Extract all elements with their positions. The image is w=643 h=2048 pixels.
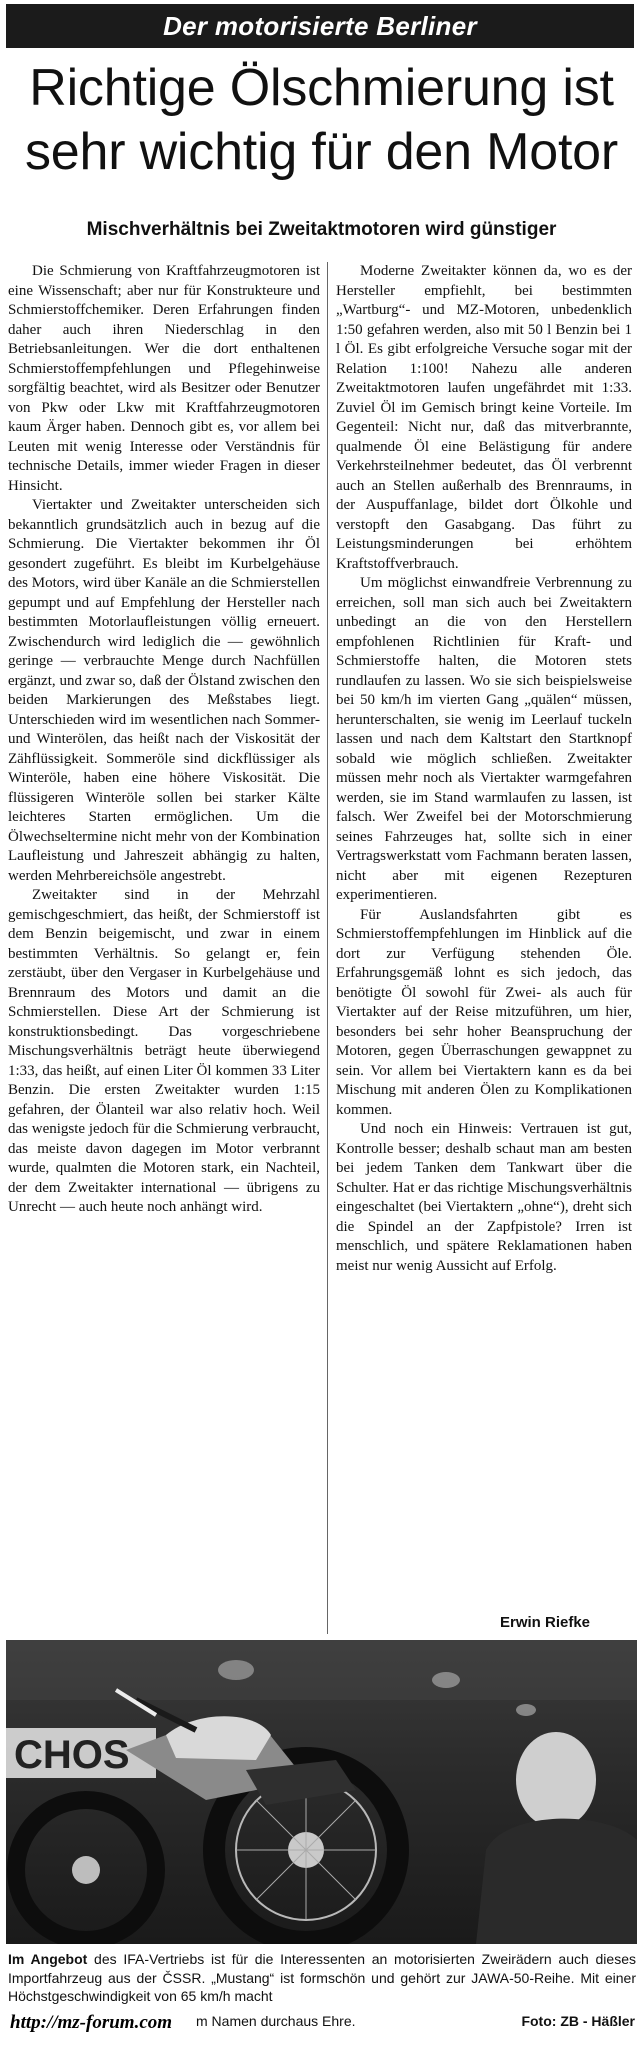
headline bbox=[4, 56, 639, 184]
paragraph: Für Auslandsfahrten gibt es Schmierstoffempfehlungen im Hinblick auf die dort zur Verfügung stehenden Öle. Erfahrungsgemäß lohnt es sich jedoch, das benötigte Öl sowohl für Zwei- als auch für Viertakter auf der Reise mitzuführen, um hier, besonders bei sehr hoher Beanspruchung der Motoren, gegen Überraschungen gewappnet zu sein. Vor allem bei Viertaktern kann es da bei Mischung mit anderen Ölen zu Komplikationen kommen. bbox=[336, 906, 632, 1118]
sign-text: CHOS bbox=[14, 1733, 130, 1777]
caption-text: des IFA-Vertriebs ist für die Interessenten an motorisierten Zweirädern auch dieses Importfahrzeug aus der ČSSR. „Mustang“ ist formschön und gehört zur JAWA-50-Reihe. Mit einer Höchstgeschwindigkeit von 65 km/h macht bbox=[8, 1951, 636, 2004]
article-column-right bbox=[336, 262, 632, 1276]
photo-credit: Foto: ZB - Häßler bbox=[521, 2013, 635, 2029]
caption-lead: Im Angebot bbox=[8, 1951, 88, 1967]
watermark-url: http://mz-forum.com bbox=[6, 2012, 176, 2034]
section-kicker bbox=[6, 4, 634, 48]
kicker-text: Der motorisierte Berliner bbox=[163, 10, 477, 41]
paragraph: Viertakter und Zweitakter unterscheiden sich bekanntlich grundsätzlich auch in bezug auf die Schmierung. Die Viertakter bekommen ihr Öl gesondert zugeführt. Es bleibt im Kurbelgehäuse des Motors, wird über Kanäle an die Schmierstellen gepumpt und auf Empfehlung der Hersteller nach bestimmten Motorlaufleistungen völlig erneuert. Zwischendurch wird lediglich die — gewöhnlich geringe — verbrauchte Menge durch Nachfüllen ergänzt, und zwar so, daß der Ölstand zwischen den beiden Markierungen des Meßstabes liegt. Unterschieden wird im wesentlichen nach Sommer- und Winterölen, das heißt nach der Viskosität der Zähflüssigkeit. Sommeröle sind dickflüssiger als Winteröle, haben eine höhere Viskosität. Die flüssigeren Winteröle sollen bei starker Kälte leichteres Starten ermöglichen. Um die Ölwechseltermine nicht mehr von der Kombination Laufleistung und Jahreszeit abhängig zu halten, werden Mehrbereichsöle angestrebt. bbox=[8, 497, 320, 884]
paragraph: Moderne Zweitakter können da, wo es der Hersteller empfiehlt, bei bestimmten „Wartburg“- und MZ-Motoren, unbedenklich 1:50 gefahren werden, also mit 50 l Benzin bei 1 l Öl. Es gibt erfolgreiche Versuche sogar mit der Relation 1:100! Nahezu alle anderen Zweitaktmotoren laufen ungefährdet mit 1:33. Zuviel Öl im Gemisch bringt keine Vorteile. Im Gegenteil: Nicht nur, daß das mitverbrannte, qualmende Öl eine Belästigung für andere Verkehrsteilnehmer bedeutet, das Öl verbrennt auch an Stellen außerhalb des Brennraums, in der Auspuffanlage, bildet dort Ölkohle und verstopft den Gasabgang. Das führt zu Leistungsminderungen bei erhöhtem Kraftstoffverbrauch. bbox=[336, 263, 632, 572]
paragraph: Die Schmierung von Kraftfahrzeugmotoren ist eine Wissenschaft; aber nur für Konstrukteure und Schmierstoffchemiker. Deren Erfahrungen finden daher auch ihren Niederschlag in den Betriebsanleitungen. Wer die dort enthaltenen Schmierstoffempfehlungen und Pflegehinweise sorgfältig beachtet, wird als Besitzer oder Benutzer von Pkw oder Lkw mit Kraftfahrzeugmotoren kaum Ärger haben. Dennoch gibt es, vor allem bei Leuten mit wenig Interesse oder Verständnis für technische Details, immer wieder Fragen in dieser Hinsicht. bbox=[8, 263, 320, 494]
paragraph: Zweitakter sind in der Mehrzahl gemischgeschmiert, das heißt, der Schmierstoff ist dem Benzin beigemischt, und zwar in einem bestimmten Verhältnis. So gelangt er, fein zerstäubt, über den Vergaser in Kurbelgehäuse und Brennraum des Motors und damit an die Schmierstellen. Diese Art der Schmierung ist konstruktionsbedingt. Das vorgeschriebene Mischungsverhältnis beträgt heute überwiegend 1:33, das heißt, auf einen Liter Öl kommen 33 Liter Benzin. Die ersten Zweitakter wurden 1:15 gefahren, der Ölanteil war also relativ hoch. Weil das wenigste jedoch für die Schmierung verbraucht, das meiste davon dagegen im Motor verbrannt wurde, qualmten die Motoren stark, ein Nachteil, der dem Zweitakter international — übrigens zu Unrecht — auch heute noch anhängt wird. bbox=[8, 887, 320, 1215]
motorcycle-illustration bbox=[6, 1640, 637, 1944]
caption-tail: m Namen durchaus Ehre. bbox=[196, 2013, 356, 2029]
photo-caption bbox=[8, 1950, 636, 2006]
subheadline: Mischverhältnis bei Zweitaktmotoren wird günstiger bbox=[86, 219, 557, 240]
headline-line-1: Richtige Ölschmierung ist bbox=[29, 59, 614, 117]
column-divider bbox=[327, 262, 328, 1634]
headline-line-2: sehr wichtig für den Motor bbox=[24, 123, 619, 181]
motorcycle-photo bbox=[6, 1640, 637, 1944]
article-column-left bbox=[8, 262, 320, 1218]
paragraph: Und noch ein Hinweis: Vertrauen ist gut, Kontrolle besser; deshalb schaut man am besten bei jedem Tanken dem Tankwart über die Schulter. Hat er das richtige Mischungsverhältnis eingeschaltet (bei Viertaktern „ohne“), dreht sich die Spindel an der Zapfpistole? Irren ist menschlich, und spätere Reklamationen haben meist nur wenig Aussicht auf Erfolg. bbox=[336, 1121, 632, 1274]
author-byline: Erwin Riefke bbox=[500, 1614, 591, 1631]
paragraph: Um möglichst einwandfreie Verbrennung zu erreichen, soll man sich auch bei Zweitaktern unbedingt an die von den Herstellern empfohlenen Richtlinien für Kraft- und Schmierstoffe halten, die Motoren stets rundlaufen zu lassen. Wo sie sich beispielsweise bei 50 km/h im vierten Gang „quälen“ müssen, herunterschalten, sie wenig im Leerlauf tuckeln lassen und nach dem Kaltstart den Startknopf sobald wie möglich schließen. Zweitakter müssen mehr noch als Viertakter warmgefahren werden, sie im Stand warmlaufen zu lassen, ist falsch. Wer Zweifel bei der Motorschmierung seines Fahrzeuges hat, sollte sich in einer Vertragswerkstatt vom Fachmann beraten lassen, nicht aber mit eigenen Rezepturen experimentieren. bbox=[336, 575, 632, 903]
